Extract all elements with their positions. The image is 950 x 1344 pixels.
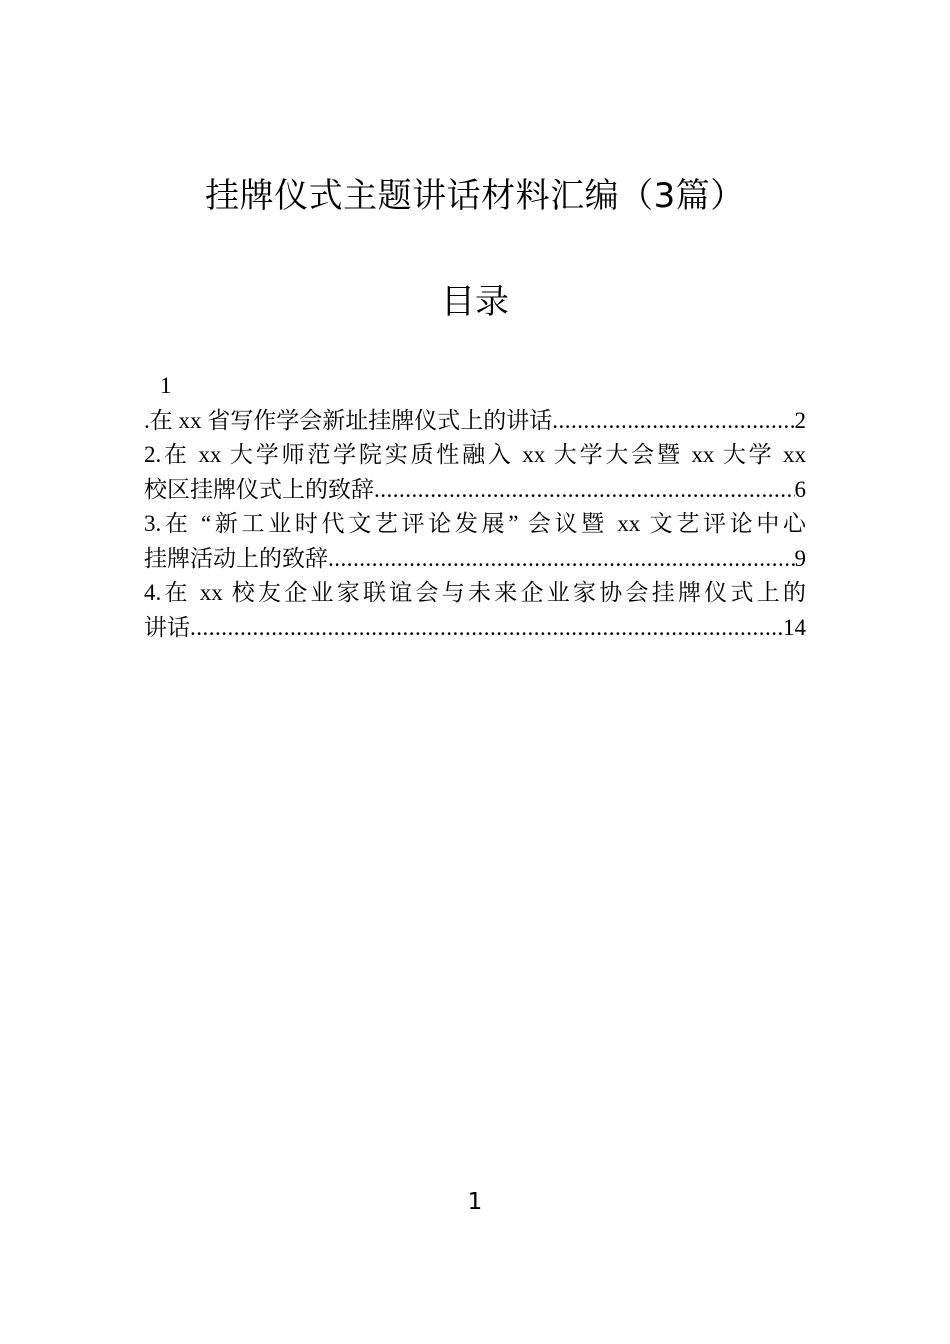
toc-entry-text: 3.在 “新工业时代文艺评论发展” 会议暨 xx 文艺评论中心	[144, 511, 806, 536]
toc-page-ref: 9	[794, 545, 806, 571]
toc-heading: 目录	[441, 282, 509, 322]
document-title: 挂牌仪式主题讲话材料汇编（3篇）	[205, 176, 745, 216]
page-number: 1	[467, 1189, 483, 1215]
toc-entry-line	[144, 473, 806, 508]
toc-entry-line	[144, 542, 806, 577]
toc-entry-3[interactable]	[144, 507, 806, 576]
toc-page-ref: 6	[794, 476, 806, 502]
toc-entry-text: 2.在 xx 大学师范学院实质性融入 xx 大学大会暨 xx 大学 xx	[144, 442, 806, 467]
table-of-contents	[144, 369, 806, 645]
toc-entry-1[interactable]	[144, 404, 806, 439]
toc-entry-text: 4.在 xx 校友企业家联谊会与未来企业家协会挂牌仪式上的	[144, 580, 806, 605]
toc-page-ref: 14	[783, 614, 806, 640]
dot-leader	[374, 473, 795, 508]
dot-leader	[328, 542, 795, 577]
toc-entry-text: 校区挂牌仪式上的致辞	[144, 476, 374, 502]
dot-leader	[190, 611, 783, 646]
toc-entry-text: .在 xx 省写作学会新址挂牌仪式上的讲话	[144, 407, 553, 433]
toc-entry-text: 挂牌活动上的致辞	[144, 545, 328, 571]
toc-entry-line	[144, 404, 806, 439]
toc-entry-line	[144, 611, 806, 646]
toc-entry-4[interactable]	[144, 576, 806, 645]
toc-entry-number: 1	[160, 373, 172, 398]
toc-page-ref: 2	[794, 407, 806, 433]
toc-entry-text: 讲话	[144, 614, 190, 640]
dot-leader	[552, 404, 794, 439]
toc-entry-2[interactable]	[144, 438, 806, 507]
